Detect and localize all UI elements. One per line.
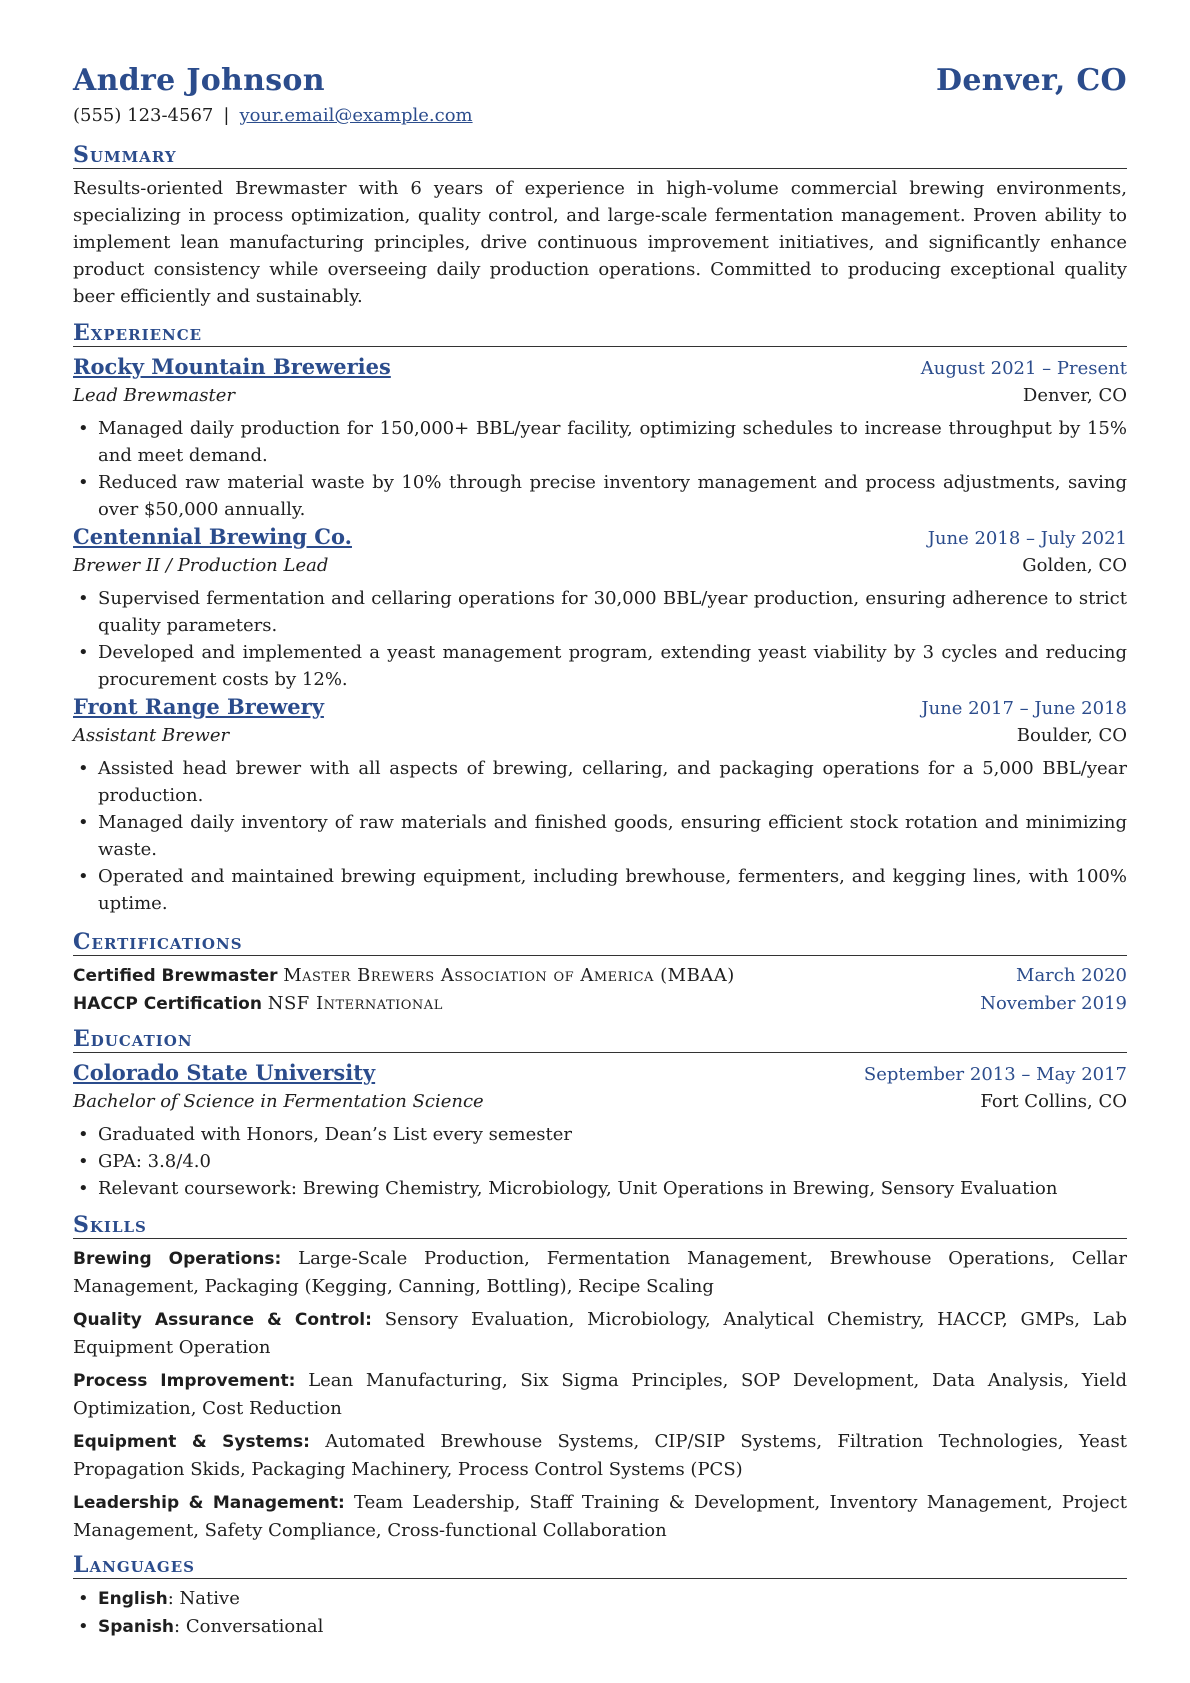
job-role-row [73,383,1127,409]
section-title-summary: Summary [73,142,1127,169]
job-dates: June 2017 – June 2018 [921,698,1127,719]
job-location: Boulder, CO [1016,725,1127,746]
section-title-experience: Experience [73,320,1127,347]
cert-row [73,990,1127,1018]
summary-text: Results-oriented Brewmaster with 6 years of experience in high-volume commercial brewing environments, specializing in process optimization, quality control, and large-scale fermentation management. Proven ability to implement lean manufacturing principles, drive continuous improvement initiatives, and significantly enhance product consistency while overseeing daily production operations. Committed to producing exceptional quality beer efficiently and sustainably. [73,178,1127,307]
job-header [73,523,1127,553]
skill-group [73,1367,1127,1422]
cert-date: March 2020 [1016,965,1127,986]
bullet-item: • Supervised fermentation and cellaring operations for 30,000 BBL/year production, ensuring adherence to strict quality parameters. [98,585,1127,639]
skill-group-list: Automated Brewhouse Systems, CIP/SIP Systems, Filtration Technologies, Yeast Propagation Skids, Packaging Machinery, Process Control Systems (PCS) [73,1431,1127,1480]
company-name[interactable]: Front Range Brewery [73,694,324,719]
company-name[interactable]: Centennial Brewing Co. [73,524,352,549]
job-title: Lead Brewmaster [73,385,235,406]
skill-group [73,1306,1127,1361]
job-location: Golden, CO [1022,555,1127,576]
skill-group-name: Leadership & Management: [73,1493,345,1513]
section-title-skills: Skills [73,1212,1127,1239]
skill-group-name: Quality Assurance & Control: [73,1310,372,1330]
skill-group [73,1428,1127,1483]
company-name[interactable]: Rocky Mountain Breweries [73,354,391,379]
language-item [98,1613,1127,1641]
skill-group-list: Team Leadership, Staff Training & Development, Inventory Management, Project Management, Safety Compliance, Cross-functional Collaboration [73,1492,1127,1541]
cert-issuer: NSF International [267,993,443,1014]
skill-group-list: Large-Scale Production, Fermentation Management, Brewhouse Operations, Cellar Management, Packaging (Kegging, Canning, Bottling), Recipe Scaling [73,1248,1127,1297]
language-list [73,1585,1127,1641]
skill-group-list: Sensory Evaluation, Microbiology, Analytical Chemistry, HACCP, GMPs, Lab Equipment Operation [73,1309,1127,1358]
school-name[interactable]: Colorado State University [73,1060,376,1085]
skill-group [73,1245,1127,1300]
bullet-item: • Reduced raw material waste by 10% through precise inventory management and process adjustments, saving over $50,000 annually. [98,469,1127,523]
cert-name: HACCP Certification [73,994,262,1014]
degree: Bachelor of Science in Fermentation Science [73,1091,484,1112]
contact-separator: | [223,105,230,126]
bullet-item: • Assisted head brewer with all aspects of brewing, cellaring, and packaging operations for a 5,000 BBL/year production. [98,755,1127,809]
candidate-location: Denver, CO [936,63,1127,98]
job-bullets [73,755,1127,917]
education-dates: September 2013 – May 2017 [863,1064,1127,1085]
skill-group-name: Equipment & Systems: [73,1432,310,1452]
language-name: Spanish [98,1617,175,1637]
email-link[interactable]: your.email@example.com [239,105,473,126]
section-title-languages: Languages [73,1552,1127,1579]
job-role-row [73,553,1127,579]
bullet-item: • Relevant coursework: Brewing Chemistry, Microbiology, Unit Operations in Brewing, Sensory Evaluation [98,1175,1127,1202]
education-location: Fort Collins, CO [980,1091,1127,1112]
contact-line [73,105,1127,126]
job-header [73,693,1127,723]
cert-name: Certified Brewmaster [73,966,278,986]
bullet-item: • Graduated with Honors, Dean’s List every semester [98,1121,1127,1148]
job-dates: June 2018 – July 2021 [927,528,1127,549]
skill-group [73,1489,1127,1544]
bullet-item: • Operated and maintained brewing equipment, including brewhouse, fermenters, and kegging lines, with 100% uptime. [98,863,1127,917]
job-role-row [73,723,1127,749]
language-item [98,1585,1127,1613]
bullet-item: • Managed daily production for 150,000+ BBL/year facility, optimizing schedules to increase throughput by 15% and meet demand. [98,415,1127,469]
job-title: Brewer II / Production Lead [73,555,329,576]
skill-group-list: Lean Manufacturing, Six Sigma Principles, SOP Development, Data Analysis, Yield Optimization, Cost Reduction [73,1370,1127,1419]
section-title-education: Education [73,1026,1127,1053]
job-header [73,353,1127,383]
job-entry [73,353,1127,523]
job-title: Assistant Brewer [73,725,230,746]
bullet-item: • Developed and implemented a yeast management program, extending yeast viability by 3 cycles and reducing procurement costs by 12%. [98,639,1127,693]
header [73,63,1127,98]
cert-date: November 2019 [980,993,1127,1014]
resume-content [73,63,1127,1641]
bullet-item: • Managed daily inventory of raw materials and finished goods, ensuring efficient stock rotation and minimizing waste. [98,809,1127,863]
skill-group-name: Brewing Operations: [73,1249,282,1269]
job-location: Denver, CO [1022,385,1127,406]
job-dates: August 2021 – Present [920,358,1127,379]
candidate-name: Andre Johnson [73,63,325,98]
phone: (555) 123-4567 [73,105,214,126]
job-entry [73,523,1127,693]
language-level: : Native [167,1588,240,1609]
education-header [73,1059,1127,1089]
education-bullets [73,1121,1127,1202]
job-bullets [73,585,1127,693]
bullet-item: • GPA: 3.8/4.0 [98,1148,1127,1175]
language-level: : Conversational [174,1616,324,1637]
education-degree-row [73,1089,1127,1115]
section-title-certifications: Certifications [73,929,1127,956]
cert-row [73,962,1127,990]
cert-issuer: Master Brewers Association of America (MBAA) [283,965,735,986]
skill-group-name: Process Improvement: [73,1371,296,1391]
language-name: English [98,1589,168,1609]
job-entry [73,693,1127,917]
job-bullets [73,415,1127,523]
